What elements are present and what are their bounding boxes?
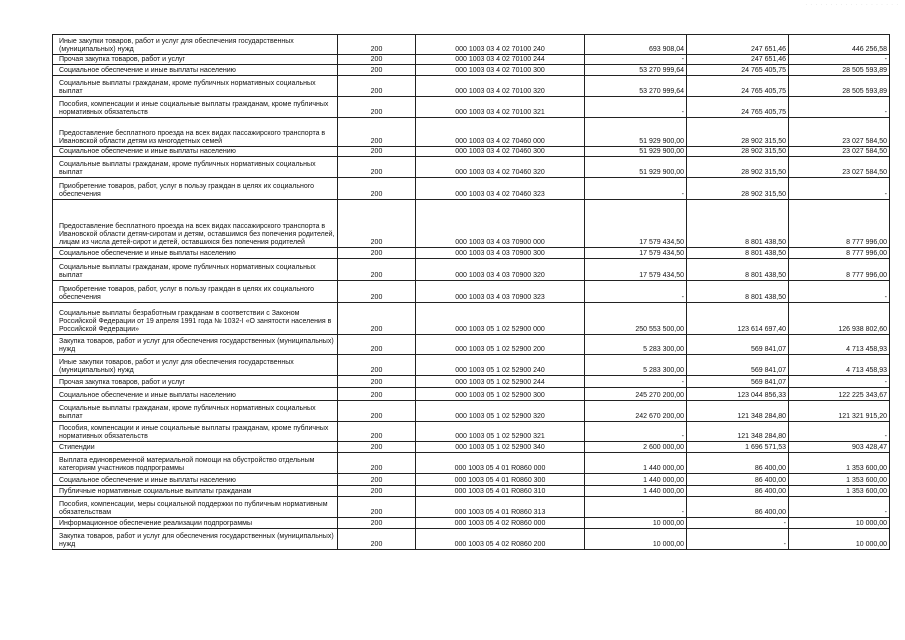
row-approved-cell: -	[585, 178, 687, 200]
row-executed-cell: 569 841,07	[687, 355, 789, 376]
row-code-cell: 200	[338, 35, 416, 55]
row-code-cell: 200	[338, 118, 416, 147]
row-name-cell: Предоставление бесплатного проезда на всех видах пассажирского транспорта в Ивановской области детям-сиротам и детям, оставшимся без попечения родителей, лицам из числа детей-сирот и детей, оставшихся без попечения родителей	[53, 200, 338, 248]
row-unexecuted-cell: 23 027 584,50	[789, 147, 890, 157]
table-row	[53, 486, 890, 497]
row-approved-cell: 10 000,00	[585, 529, 687, 550]
row-name-cell: Приобретение товаров, работ, услуг в пользу граждан в целях их социального обеспечения	[53, 281, 338, 303]
row-code-cell: 200	[338, 178, 416, 200]
row-executed-cell: 24 765 405,75	[687, 65, 789, 76]
row-code-cell: 200	[338, 453, 416, 474]
row-name-cell: Социальное обеспечение и иные выплаты населению	[53, 388, 338, 401]
row-code-cell: 200	[338, 422, 416, 442]
row-classification-cell: 000 1003 03 4 02 70460 300	[416, 147, 585, 157]
table-row	[53, 65, 890, 76]
row-name-cell: Предоставление бесплатного проезда на всех видах пассажирского транспорта в Ивановской области детям из многодетных семей	[53, 118, 338, 147]
row-code-cell: 200	[338, 474, 416, 486]
row-name-cell: Стипендии	[53, 442, 338, 453]
row-code-cell: 200	[338, 497, 416, 518]
row-name-cell: Социальное обеспечение и иные выплаты населению	[53, 248, 338, 259]
row-approved-cell: 53 270 999,64	[585, 65, 687, 76]
row-classification-cell: 000 1003 05 1 02 52900 320	[416, 401, 585, 422]
row-classification-cell: 000 1003 05 4 01 R0860 300	[416, 474, 585, 486]
row-executed-cell: 86 400,00	[687, 474, 789, 486]
row-unexecuted-cell: 446 256,58	[789, 35, 890, 55]
table-row	[53, 422, 890, 442]
budget-table	[52, 34, 890, 550]
row-code-cell: 200	[338, 259, 416, 281]
row-classification-cell: 000 1003 05 1 02 52900 300	[416, 388, 585, 401]
row-classification-cell: 000 1003 05 4 01 R0860 313	[416, 497, 585, 518]
row-unexecuted-cell: -	[789, 97, 890, 118]
row-classification-cell: 000 1003 03 4 02 70100 320	[416, 76, 585, 97]
table-row	[53, 118, 890, 147]
row-executed-cell: 8 801 438,50	[687, 281, 789, 303]
table-row	[53, 376, 890, 388]
row-approved-cell: -	[585, 422, 687, 442]
row-executed-cell: 569 841,07	[687, 335, 789, 355]
row-approved-cell: -	[585, 376, 687, 388]
row-approved-cell: 1 440 000,00	[585, 474, 687, 486]
row-classification-cell: 000 1003 03 4 02 70100 240	[416, 35, 585, 55]
row-executed-cell: -	[687, 529, 789, 550]
row-unexecuted-cell: 903 428,47	[789, 442, 890, 453]
row-executed-cell: 86 400,00	[687, 453, 789, 474]
row-name-cell: Иные закупки товаров, работ и услуг для обеспечения государственных (муниципальных) нужд	[53, 35, 338, 55]
row-name-cell: Закупка товаров, работ и услуг для обеспечения государственных (муниципальных) нужд	[53, 529, 338, 550]
budget-table-body	[53, 35, 890, 550]
row-classification-cell: 000 1003 03 4 03 70900 000	[416, 200, 585, 248]
row-executed-cell: 8 801 438,50	[687, 248, 789, 259]
row-unexecuted-cell: 23 027 584,50	[789, 157, 890, 178]
row-executed-cell: 121 348 284,80	[687, 422, 789, 442]
row-approved-cell: 5 283 300,00	[585, 335, 687, 355]
row-approved-cell: 51 929 900,00	[585, 118, 687, 147]
row-unexecuted-cell: -	[789, 497, 890, 518]
row-approved-cell: 17 579 434,50	[585, 259, 687, 281]
row-name-cell: Прочая закупка товаров, работ и услуг	[53, 376, 338, 388]
row-unexecuted-cell: 8 777 996,00	[789, 200, 890, 248]
table-row	[53, 157, 890, 178]
row-approved-cell: -	[585, 55, 687, 65]
row-code-cell: 200	[338, 200, 416, 248]
table-row	[53, 442, 890, 453]
row-classification-cell: 000 1003 05 1 02 52900 321	[416, 422, 585, 442]
row-executed-cell: 28 902 315,50	[687, 118, 789, 147]
row-approved-cell: 245 270 200,00	[585, 388, 687, 401]
row-approved-cell: 51 929 900,00	[585, 157, 687, 178]
row-name-cell: Социальные выплаты гражданам, кроме публичных нормативных социальных выплат	[53, 157, 338, 178]
row-approved-cell: 242 670 200,00	[585, 401, 687, 422]
row-classification-cell: 000 1003 05 1 02 52900 200	[416, 335, 585, 355]
row-classification-cell: 000 1003 03 4 02 70460 000	[416, 118, 585, 147]
row-code-cell: 200	[338, 388, 416, 401]
row-classification-cell: 000 1003 05 4 02 R0860 200	[416, 529, 585, 550]
row-code-cell: 200	[338, 335, 416, 355]
row-approved-cell: -	[585, 97, 687, 118]
table-row	[53, 200, 890, 248]
row-name-cell: Пособия, компенсации, меры социальной поддержки по публичным нормативным обязательствам	[53, 497, 338, 518]
table-row	[53, 281, 890, 303]
row-classification-cell: 000 1003 03 4 02 70100 300	[416, 65, 585, 76]
row-approved-cell: 250 553 500,00	[585, 303, 687, 335]
row-executed-cell: 1 696 571,53	[687, 442, 789, 453]
table-row	[53, 388, 890, 401]
row-unexecuted-cell: 4 713 458,93	[789, 335, 890, 355]
row-executed-cell: 8 801 438,50	[687, 259, 789, 281]
row-approved-cell: 2 600 000,00	[585, 442, 687, 453]
row-name-cell: Закупка товаров, работ и услуг для обеспечения государственных (муниципальных) нужд	[53, 335, 338, 355]
row-code-cell: 200	[338, 355, 416, 376]
row-code-cell: 200	[338, 442, 416, 453]
row-executed-cell: 123 614 697,40	[687, 303, 789, 335]
row-code-cell: 200	[338, 248, 416, 259]
row-code-cell: 200	[338, 147, 416, 157]
row-code-cell: 200	[338, 65, 416, 76]
row-executed-cell: 123 044 856,33	[687, 388, 789, 401]
row-executed-cell: 28 902 315,50	[687, 147, 789, 157]
row-unexecuted-cell: 126 938 802,60	[789, 303, 890, 335]
table-row	[53, 474, 890, 486]
row-classification-cell: 000 1003 05 4 01 R0860 000	[416, 453, 585, 474]
table-row	[53, 303, 890, 335]
row-executed-cell: 569 841,07	[687, 376, 789, 388]
row-executed-cell: -	[687, 518, 789, 529]
table-row	[53, 147, 890, 157]
row-approved-cell: 17 579 434,50	[585, 200, 687, 248]
faint-header-mark: · · · · · · · · · · · · · · · · · · ·	[805, 2, 899, 8]
row-approved-cell: 53 270 999,64	[585, 76, 687, 97]
row-unexecuted-cell: 8 777 996,00	[789, 248, 890, 259]
row-unexecuted-cell: 10 000,00	[789, 529, 890, 550]
row-unexecuted-cell: -	[789, 376, 890, 388]
table-row	[53, 248, 890, 259]
row-classification-cell: 000 1003 05 4 01 R0860 310	[416, 486, 585, 497]
row-executed-cell: 86 400,00	[687, 486, 789, 497]
table-row	[53, 259, 890, 281]
row-executed-cell: 28 902 315,50	[687, 157, 789, 178]
row-approved-cell: 693 908,04	[585, 35, 687, 55]
row-name-cell: Прочая закупка товаров, работ и услуг	[53, 55, 338, 65]
table-row	[53, 76, 890, 97]
row-name-cell: Социальные выплаты безработным гражданам в соответствии с Законом Российской Федерации от 19 апреля 1991 года № 1032-I «О занятости населения в Российской Федерации»	[53, 303, 338, 335]
row-approved-cell: 17 579 434,50	[585, 248, 687, 259]
row-classification-cell: 000 1003 05 1 02 52900 000	[416, 303, 585, 335]
row-unexecuted-cell: 23 027 584,50	[789, 118, 890, 147]
row-unexecuted-cell: 121 321 915,20	[789, 401, 890, 422]
table-row	[53, 35, 890, 55]
row-code-cell: 200	[338, 518, 416, 529]
table-row	[53, 178, 890, 200]
row-code-cell: 200	[338, 97, 416, 118]
row-unexecuted-cell: -	[789, 422, 890, 442]
row-unexecuted-cell: 10 000,00	[789, 518, 890, 529]
row-classification-cell: 000 1003 05 1 02 52900 244	[416, 376, 585, 388]
row-executed-cell: 121 348 284,80	[687, 401, 789, 422]
row-classification-cell: 000 1003 03 4 03 70900 300	[416, 248, 585, 259]
row-unexecuted-cell: -	[789, 55, 890, 65]
row-unexecuted-cell: 1 353 600,00	[789, 474, 890, 486]
row-unexecuted-cell: 28 505 593,89	[789, 76, 890, 97]
row-approved-cell: 51 929 900,00	[585, 147, 687, 157]
row-classification-cell: 000 1003 03 4 03 70900 320	[416, 259, 585, 281]
row-classification-cell: 000 1003 05 4 02 R0860 000	[416, 518, 585, 529]
row-name-cell: Приобретение товаров, работ, услуг в пользу граждан в целях их социального обеспечения	[53, 178, 338, 200]
table-row	[53, 401, 890, 422]
row-name-cell: Социальные выплаты гражданам, кроме публичных нормативных социальных выплат	[53, 76, 338, 97]
row-executed-cell: 28 902 315,50	[687, 178, 789, 200]
row-classification-cell: 000 1003 03 4 02 70100 244	[416, 55, 585, 65]
row-approved-cell: -	[585, 497, 687, 518]
row-code-cell: 200	[338, 401, 416, 422]
row-name-cell: Публичные нормативные социальные выплаты гражданам	[53, 486, 338, 497]
row-unexecuted-cell: 8 777 996,00	[789, 259, 890, 281]
table-row	[53, 453, 890, 474]
row-classification-cell: 000 1003 03 4 02 70100 321	[416, 97, 585, 118]
row-executed-cell: 24 765 405,75	[687, 97, 789, 118]
row-approved-cell: -	[585, 281, 687, 303]
row-executed-cell: 8 801 438,50	[687, 200, 789, 248]
row-unexecuted-cell: -	[789, 281, 890, 303]
row-name-cell: Пособия, компенсации и иные социальные выплаты гражданам, кроме публичных нормативных обязательств	[53, 97, 338, 118]
row-unexecuted-cell: 4 713 458,93	[789, 355, 890, 376]
row-approved-cell: 10 000,00	[585, 518, 687, 529]
table-row	[53, 97, 890, 118]
row-classification-cell: 000 1003 03 4 02 70460 323	[416, 178, 585, 200]
row-name-cell: Социальные выплаты гражданам, кроме публичных нормативных социальных выплат	[53, 259, 338, 281]
row-code-cell: 200	[338, 157, 416, 178]
table-row	[53, 55, 890, 65]
row-code-cell: 200	[338, 486, 416, 497]
table-row	[53, 497, 890, 518]
row-unexecuted-cell: 122 225 343,67	[789, 388, 890, 401]
row-executed-cell: 24 765 405,75	[687, 76, 789, 97]
row-classification-cell: 000 1003 05 1 02 52900 340	[416, 442, 585, 453]
row-name-cell: Пособия, компенсации и иные социальные выплаты гражданам, кроме публичных нормативных обязательств	[53, 422, 338, 442]
table-row	[53, 355, 890, 376]
row-approved-cell: 1 440 000,00	[585, 453, 687, 474]
row-classification-cell: 000 1003 03 4 02 70460 320	[416, 157, 585, 178]
row-code-cell: 200	[338, 281, 416, 303]
row-code-cell: 200	[338, 303, 416, 335]
row-code-cell: 200	[338, 376, 416, 388]
row-name-cell: Социальное обеспечение и иные выплаты населению	[53, 474, 338, 486]
row-unexecuted-cell: 1 353 600,00	[789, 486, 890, 497]
row-name-cell: Иные закупки товаров, работ и услуг для обеспечения государственных (муниципальных) нужд	[53, 355, 338, 376]
table-row	[53, 335, 890, 355]
row-name-cell: Выплата единовременной материальной помощи на обустройство отдельным категориям участников подпрограммы	[53, 453, 338, 474]
row-executed-cell: 247 651,46	[687, 35, 789, 55]
table-row	[53, 529, 890, 550]
row-classification-cell: 000 1003 03 4 03 70900 323	[416, 281, 585, 303]
row-classification-cell: 000 1003 05 1 02 52900 240	[416, 355, 585, 376]
row-code-cell: 200	[338, 55, 416, 65]
row-executed-cell: 86 400,00	[687, 497, 789, 518]
row-executed-cell: 247 651,46	[687, 55, 789, 65]
row-approved-cell: 1 440 000,00	[585, 486, 687, 497]
row-name-cell: Информационное обеспечение реализации подпрограммы	[53, 518, 338, 529]
row-code-cell: 200	[338, 76, 416, 97]
row-name-cell: Социальное обеспечение и иные выплаты населению	[53, 65, 338, 76]
row-unexecuted-cell: 28 505 593,89	[789, 65, 890, 76]
row-approved-cell: 5 283 300,00	[585, 355, 687, 376]
table-row	[53, 518, 890, 529]
row-name-cell: Социальные выплаты гражданам, кроме публичных нормативных социальных выплат	[53, 401, 338, 422]
row-code-cell: 200	[338, 529, 416, 550]
row-name-cell: Социальное обеспечение и иные выплаты населению	[53, 147, 338, 157]
row-unexecuted-cell: -	[789, 178, 890, 200]
row-unexecuted-cell: 1 353 600,00	[789, 453, 890, 474]
